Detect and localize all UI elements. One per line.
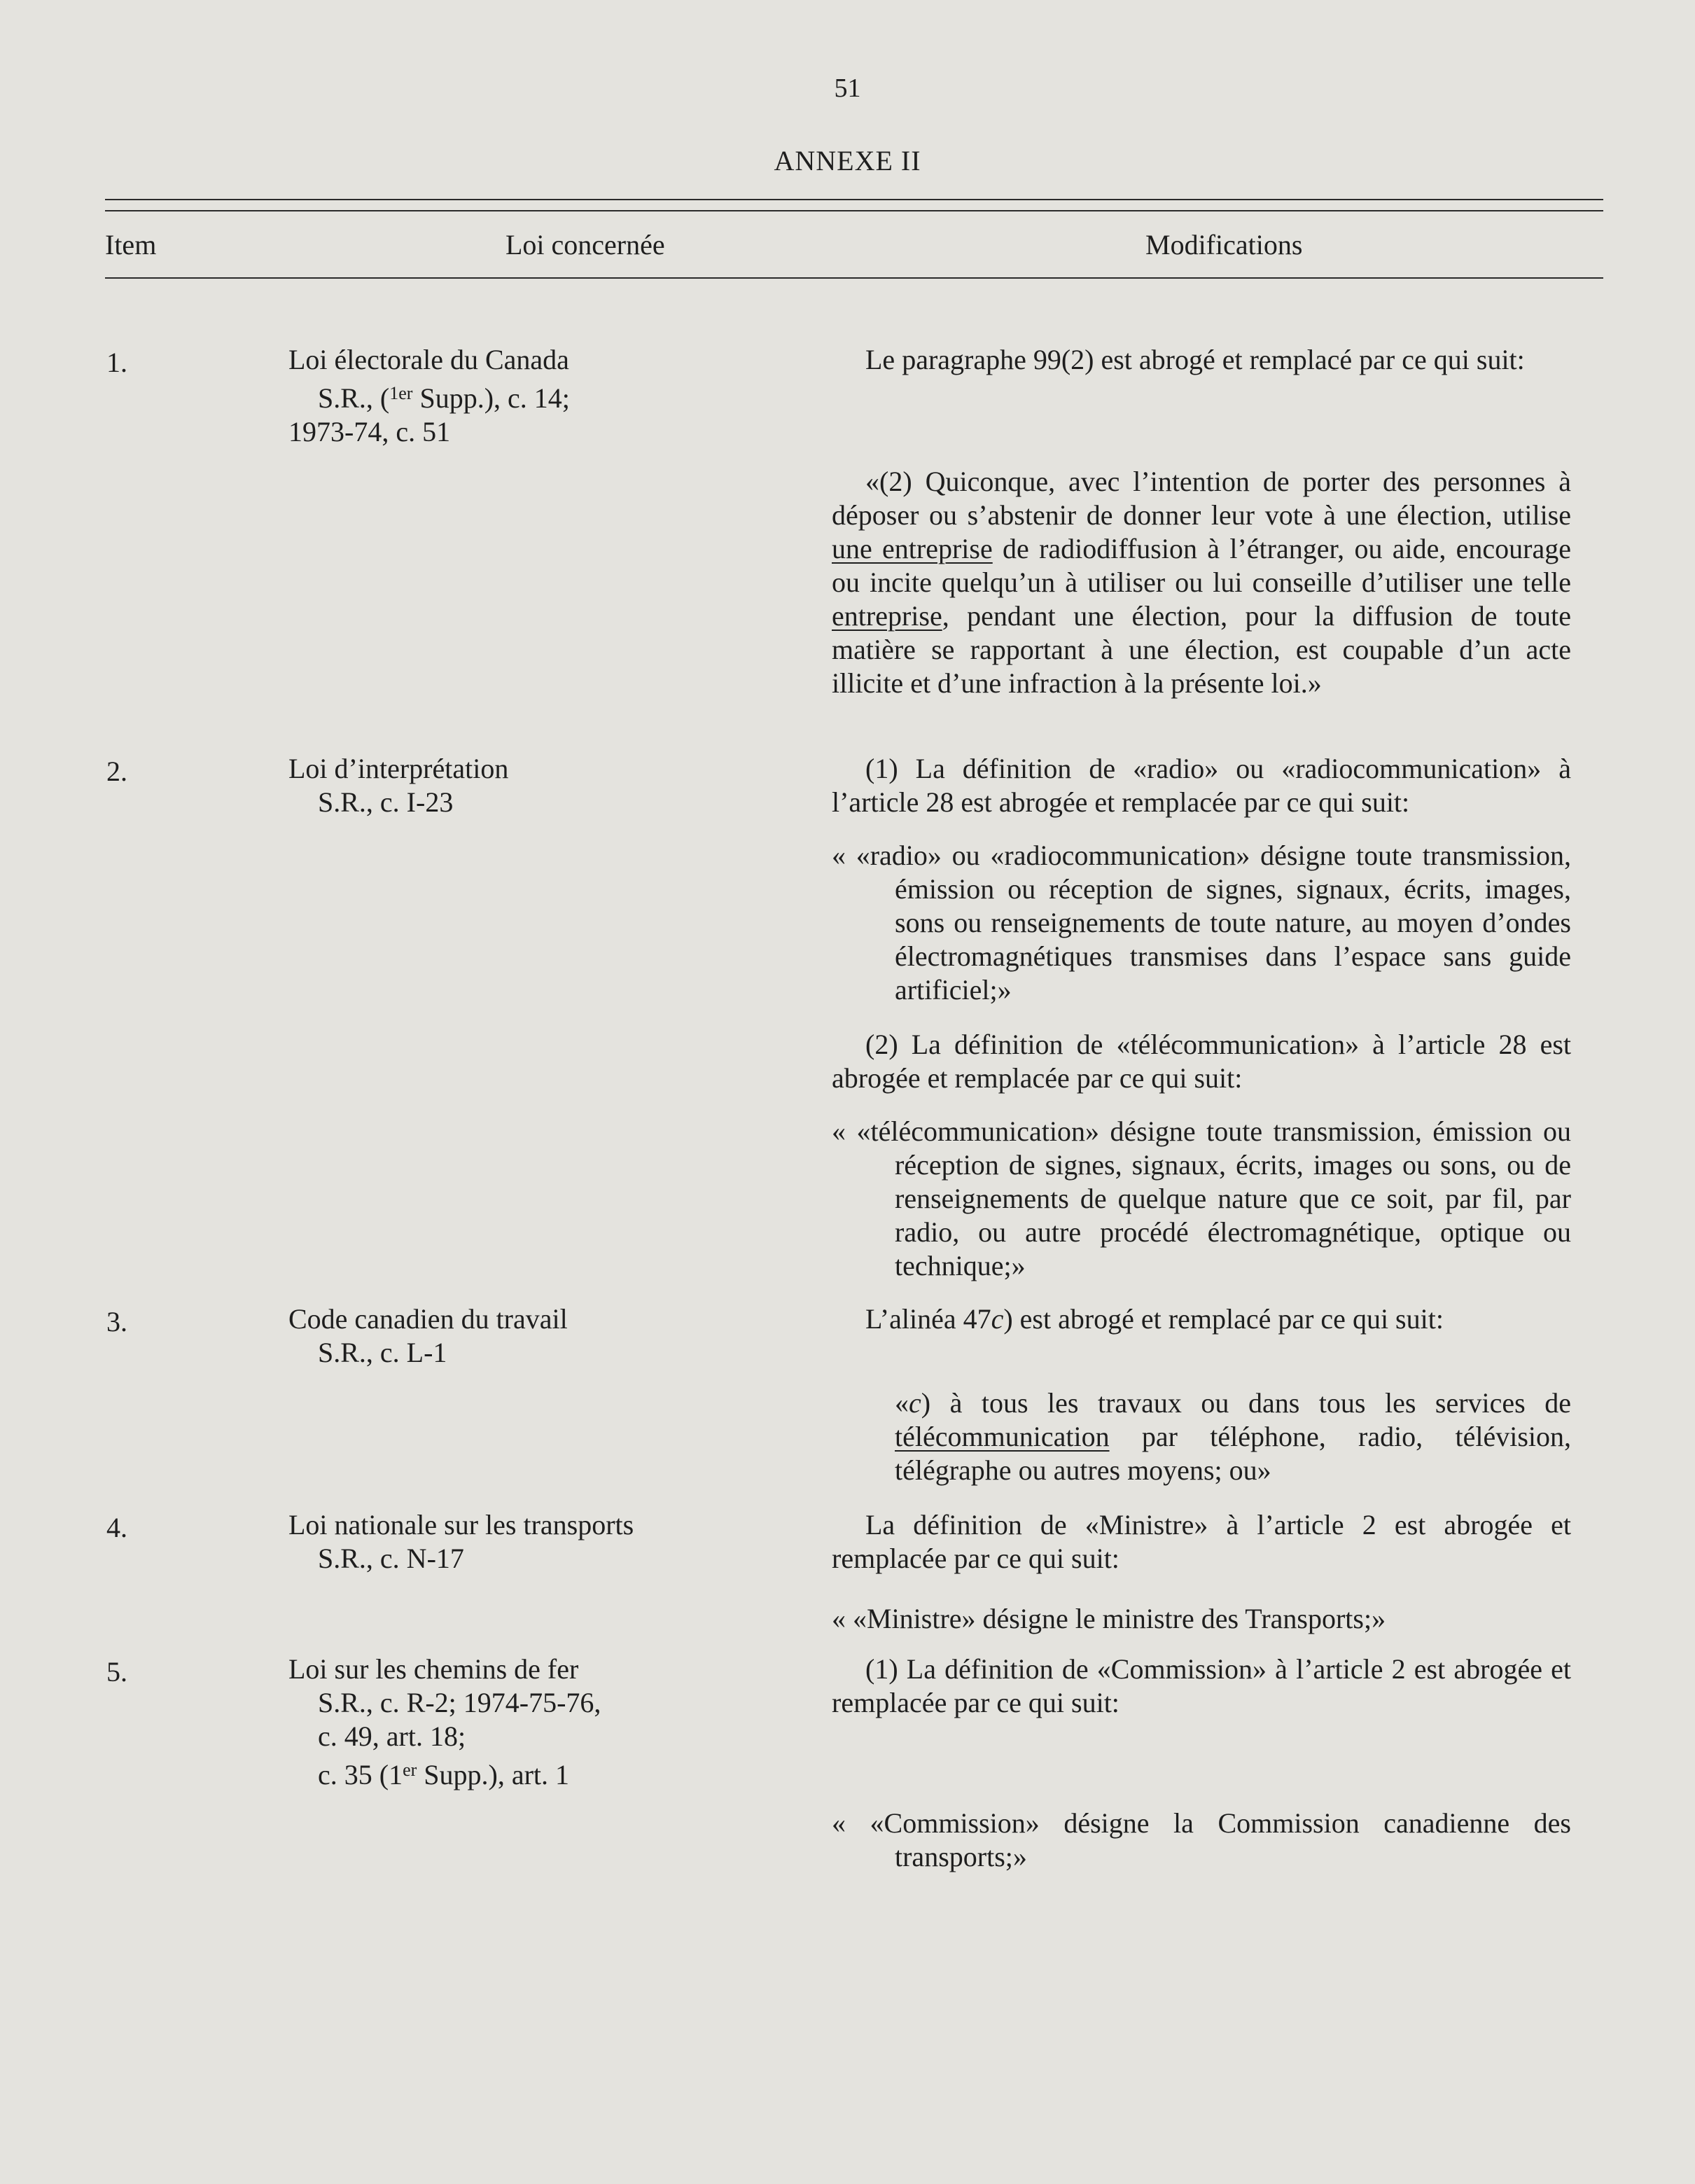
item-number: 4. bbox=[106, 1512, 127, 1543]
law-citation: S.R., ($^{1er}$ Supp.), c. 14; bbox=[318, 382, 570, 414]
header-double-rule bbox=[105, 210, 1603, 211]
law-citation: c. 35 (1er Supp.), art. 1 bbox=[318, 1759, 570, 1790]
modification-text bbox=[832, 752, 1571, 819]
modification-quote: « «Commission» désigne la Commission canadienne des transports;» bbox=[832, 1807, 1571, 1872]
modification-text bbox=[832, 1807, 1571, 1874]
law-citation: c. 49, art. 18; bbox=[318, 1720, 466, 1752]
modification-text bbox=[832, 839, 1571, 1007]
modification-text bbox=[832, 465, 1571, 700]
modification-quote: «c) à tous les travaux ou dans tous les services de télécommunication par téléphone, radio, télévision, télégraphe ou autres moyens; ou» bbox=[895, 1387, 1571, 1486]
modification-text bbox=[832, 1653, 1571, 1720]
header-bottom-rule bbox=[105, 277, 1603, 279]
modification-text bbox=[832, 1602, 1571, 1636]
modification-text bbox=[832, 1386, 1571, 1487]
law-reference bbox=[288, 343, 570, 449]
item-number: 2. bbox=[106, 756, 127, 787]
law-citation: 1973-74, c. 51 bbox=[288, 416, 451, 447]
modification-text bbox=[832, 1508, 1571, 1576]
modification-quote: « «Ministre» désigne le ministre des Transports;» bbox=[832, 1603, 1386, 1634]
modification-paragraph: (1) La définition de «Commission» à l’article 2 est abrogée et remplacée par ce qui suit: bbox=[832, 1653, 1571, 1718]
modification-paragraph: (2) La définition de «télécommunication» à l’article 28 est abrogée et remplacée par ce qui suit: bbox=[832, 1029, 1571, 1094]
page-number: 51 bbox=[834, 74, 861, 103]
law-citation: S.R., c. L-1 bbox=[318, 1337, 447, 1368]
law-citation: S.R., c. I-23 bbox=[318, 786, 454, 818]
law-title: Loi sur les chemins de fer bbox=[288, 1653, 579, 1685]
modification-quote: « «télécommunication» désigne toute transmission, émission ou réception de signes, signaux, écrits, images ou sons, ou de renseignements de quelque nature que ce soit, par fil, par radio, ou autre procédé électromagnétique, optique ou technique;» bbox=[832, 1115, 1571, 1281]
law-title: Code canadien du travail bbox=[288, 1303, 568, 1335]
column-header-modifications: Modifications bbox=[1145, 229, 1303, 260]
law-citation: S.R., c. R-2; 1974-75-76, bbox=[318, 1687, 601, 1718]
law-reference bbox=[288, 752, 508, 819]
law-reference bbox=[288, 1302, 568, 1370]
law-title: Loi d’interprétation bbox=[288, 753, 509, 784]
item-number: 5. bbox=[106, 1656, 127, 1688]
modification-text bbox=[832, 343, 1571, 377]
modification-quote: « «radio» ou «radiocommunication» désigne toute transmission, émission ou réception de signes, signaux, écrits, images, sons ou renseignements de toute nature, au moyen d’ondes électromagnétiques transmises dans l’espace sans guide artificiel;» bbox=[832, 840, 1571, 1006]
item-number: 1. bbox=[106, 347, 127, 378]
modification-paragraph: (1) La définition de «radio» ou «radiocommunication» à l’article 28 est abrogée et remplacée par ce qui suit: bbox=[832, 753, 1571, 818]
column-header-law: Loi concernée bbox=[505, 229, 665, 260]
annex-title: ANNEXE II bbox=[774, 145, 921, 176]
modification-text bbox=[832, 1028, 1571, 1095]
modification-quote: «(2) Quiconque, avec l’intention de porter des personnes à déposer ou s’abstenir de donner leur vote à une élection, utilise une entreprise de radiodiffusion à l’étranger, ou aide, encourage ou incite quelqu’un à utiliser ou lui conseille d’utiliser une telle entreprise, pendant une élection, pour la diffusion de toute matière se rapportant à une élection, est coupable d’un acte illicite et d’une infraction à la présente loi.» bbox=[832, 466, 1571, 699]
modification-text bbox=[832, 1115, 1571, 1283]
law-reference bbox=[288, 1653, 601, 1792]
modification-paragraph: Le paragraphe 99(2) est abrogé et remplacé par ce qui suit: bbox=[865, 344, 1525, 375]
law-reference bbox=[288, 1508, 634, 1576]
law-citation: S.R., c. N-17 bbox=[318, 1543, 464, 1574]
item-number: 3. bbox=[106, 1306, 127, 1337]
modification-text bbox=[832, 1302, 1571, 1336]
law-title: Loi électorale du Canada bbox=[288, 344, 569, 375]
modification-paragraph: La définition de «Ministre» à l’article 2 est abrogée et remplacée par ce qui suit: bbox=[832, 1509, 1571, 1574]
header-top-rule bbox=[105, 199, 1603, 200]
modification-paragraph: L’alinéa 47c) est abrogé et remplacé par ce qui suit: bbox=[865, 1303, 1444, 1335]
law-title: Loi nationale sur les transports bbox=[288, 1509, 634, 1540]
column-header-item: Item bbox=[105, 229, 157, 260]
